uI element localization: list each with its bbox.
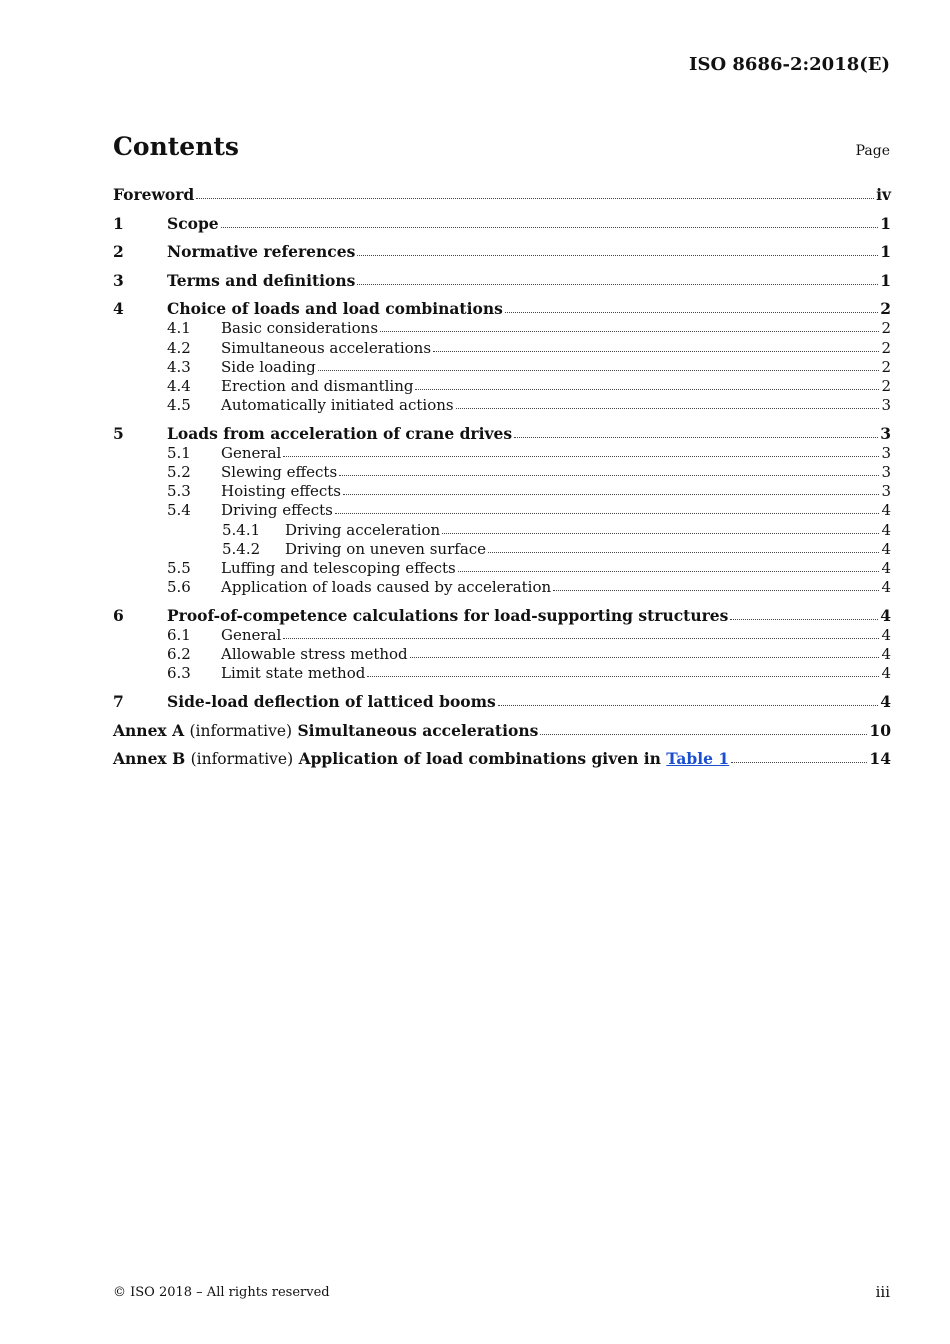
annex-label xyxy=(113,721,538,741)
dot-leader xyxy=(221,226,879,228)
toc-entry-number: 6.3 xyxy=(167,664,191,683)
footer-page-number: iii xyxy=(875,1283,890,1301)
toc-entry-number: 5.2 xyxy=(167,463,191,482)
toc-entry-page: 3 xyxy=(881,463,891,482)
toc-entry-page: 2 xyxy=(881,357,891,376)
toc-entry-label: Slewing effects xyxy=(221,463,338,482)
toc-entry-page: 2 xyxy=(881,338,891,357)
toc-entry-label: Proof-of-competence calculations for load-supporting structures xyxy=(167,606,729,625)
dot-leader xyxy=(415,388,879,390)
toc-entry[interactable] xyxy=(113,271,891,291)
dot-leader xyxy=(380,330,879,332)
toc-entry-page: 4 xyxy=(881,578,891,597)
toc-entry-number: 4 xyxy=(113,299,124,319)
dot-leader xyxy=(730,618,878,620)
annex-label xyxy=(113,749,729,769)
toc-entry[interactable] xyxy=(113,482,891,501)
toc-entry-label: Erection and dismantling xyxy=(221,376,414,395)
toc-entry-page: 4 xyxy=(880,692,891,712)
toc-entry-page: 3 xyxy=(881,443,891,462)
toc-annex-entry[interactable] xyxy=(113,721,891,741)
toc-entry-page: 4 xyxy=(881,559,891,578)
toc-entry-page: 4 xyxy=(881,539,891,558)
annex-kind: (informative) xyxy=(190,750,294,769)
toc-entry[interactable] xyxy=(113,319,891,338)
toc-entry-label: Driving on uneven surface xyxy=(285,539,487,558)
dot-leader xyxy=(283,455,879,457)
toc-entry-number: 1 xyxy=(113,213,124,233)
copyright-footer: © ISO 2018 – All rights reserved xyxy=(113,1285,330,1300)
toc-entry-number: 4.4 xyxy=(167,376,191,395)
toc-entry-number: 5.1 xyxy=(167,443,191,462)
toc-entry-page: 4 xyxy=(881,501,891,520)
toc-entry-number: 4.5 xyxy=(167,396,191,415)
dot-leader xyxy=(553,589,879,591)
dot-leader xyxy=(367,675,879,677)
toc-entry-label: Side-load deflection of latticed booms xyxy=(167,692,496,712)
toc-entry[interactable] xyxy=(113,559,891,578)
dot-leader xyxy=(514,436,878,438)
dot-leader xyxy=(433,350,879,352)
toc-entry-label: Scope xyxy=(167,213,219,233)
toc-entry-page: 2 xyxy=(880,299,891,319)
toc-entry[interactable] xyxy=(113,358,891,377)
toc-entry-number: 4.3 xyxy=(167,357,191,376)
toc-entry[interactable] xyxy=(113,606,891,626)
toc-entry-page: 2 xyxy=(881,319,891,338)
toc-entry[interactable] xyxy=(113,692,891,712)
toc-entry-label: Automatically initiated actions xyxy=(221,396,454,415)
toc-entry[interactable] xyxy=(113,664,891,683)
toc-entry-page: 1 xyxy=(880,270,891,290)
table-of-contents xyxy=(113,185,891,769)
toc-entry-label: Limit state method xyxy=(221,664,366,683)
toc-entry[interactable] xyxy=(113,424,891,444)
toc-entry-number: 5.4 xyxy=(167,501,191,520)
toc-entry-label: Simultaneous accelerations xyxy=(221,338,432,357)
toc-entry[interactable] xyxy=(113,377,891,396)
dot-leader xyxy=(456,407,880,409)
toc-entry-page: 4 xyxy=(880,606,891,625)
dot-leader xyxy=(196,197,874,199)
dot-leader xyxy=(357,283,878,285)
toc-entry-number: 5.5 xyxy=(167,559,191,578)
toc-entry-number: 5.4.1 xyxy=(222,520,261,539)
toc-entry-label: Terms and definitions xyxy=(167,270,356,290)
toc-entry-number: 6 xyxy=(113,606,124,625)
dot-leader xyxy=(357,254,878,256)
toc-entry-number: 5.4.2 xyxy=(222,539,261,558)
toc-entry-page: 4 xyxy=(881,664,891,683)
toc-entry[interactable] xyxy=(113,396,891,415)
toc-entry-label: Application of loads caused by acceleration xyxy=(221,578,552,597)
toc-entry-number: 4.1 xyxy=(167,319,191,338)
toc-entry-label: Allowable stress method xyxy=(221,645,408,664)
toc-entry-number: 5.3 xyxy=(167,482,191,501)
toc-entry[interactable] xyxy=(113,339,891,358)
toc-entry-page: 1 xyxy=(880,242,891,262)
dot-leader xyxy=(343,493,879,495)
toc-entry-number: 5.6 xyxy=(167,578,191,597)
toc-entry-page: 3 xyxy=(881,482,891,501)
toc-entry-label: Driving effects xyxy=(221,501,333,520)
toc-entry-page: iv xyxy=(876,185,891,204)
toc-entry[interactable] xyxy=(113,521,891,540)
toc-entry[interactable] xyxy=(113,444,891,463)
toc-entry[interactable] xyxy=(113,626,891,645)
toc-entry-page: 4 xyxy=(881,645,891,664)
toc-entry[interactable] xyxy=(113,501,891,520)
annex-page: 14 xyxy=(869,749,891,769)
dot-leader xyxy=(410,656,880,658)
table-link[interactable]: Table 1 xyxy=(666,749,730,769)
toc-entry[interactable] xyxy=(113,578,891,597)
dot-leader xyxy=(731,761,867,763)
toc-entry[interactable] xyxy=(113,299,891,319)
toc-entry-label: Normative references xyxy=(167,242,356,262)
annex-name: Annex A xyxy=(113,720,185,740)
toc-entry-label: Luffing and telescoping effects xyxy=(221,559,456,578)
dot-leader xyxy=(339,474,879,476)
toc-entry-number: 2 xyxy=(113,242,124,262)
toc-entry-label: Hoisting effects xyxy=(221,482,341,501)
toc-entry-page: 4 xyxy=(881,520,891,539)
toc-entry-number: 7 xyxy=(113,692,124,712)
page-column-header: Page xyxy=(855,143,890,159)
toc-entry-label: Driving acceleration xyxy=(285,520,441,539)
dot-leader xyxy=(498,704,878,706)
page-title: Contents xyxy=(113,132,240,161)
toc-entry-page: 4 xyxy=(881,626,891,644)
document-id: ISO 8686-2:2018(E) xyxy=(689,54,890,75)
toc-entry-label: General xyxy=(221,443,282,462)
dot-leader xyxy=(540,733,867,735)
toc-entry-page: 3 xyxy=(881,396,891,415)
toc-entry-page: 2 xyxy=(881,376,891,395)
toc-entry-label: Choice of loads and load combinations xyxy=(167,299,503,319)
toc-entry[interactable] xyxy=(113,185,891,205)
toc-entry[interactable] xyxy=(113,242,891,262)
toc-entry-number: 3 xyxy=(113,270,124,290)
dot-leader xyxy=(335,512,880,514)
toc-entry-label: Basic considerations xyxy=(221,319,379,338)
toc-entry-label: General xyxy=(221,626,282,644)
dot-leader xyxy=(318,369,880,371)
toc-entry-number: 4.2 xyxy=(167,338,191,357)
dot-leader xyxy=(442,532,879,534)
toc-entry[interactable] xyxy=(113,214,891,234)
toc-entry-label: Foreword xyxy=(113,185,195,204)
toc-entry-label: Loads from acceleration of crane drives xyxy=(167,423,513,443)
annex-kind: (informative) xyxy=(189,721,293,740)
toc-entry-page: 1 xyxy=(880,213,891,233)
annex-title: Application of load combinations given in xyxy=(298,749,661,769)
toc-entry[interactable] xyxy=(113,645,891,664)
toc-entry-number: 6.2 xyxy=(167,645,191,664)
dot-leader xyxy=(505,311,878,313)
toc-entry-number: 6.1 xyxy=(167,626,191,644)
dot-leader xyxy=(458,570,880,572)
annex-name: Annex B xyxy=(113,749,186,769)
annex-title: Simultaneous accelerations xyxy=(297,720,539,740)
toc-entry[interactable] xyxy=(113,540,891,559)
toc-entry[interactable] xyxy=(113,463,891,482)
toc-annex-entry[interactable] xyxy=(113,749,891,769)
toc-entry-label: Side loading xyxy=(221,357,316,376)
toc-entry-number: 5 xyxy=(113,423,124,443)
dot-leader xyxy=(283,637,879,639)
annex-page: 10 xyxy=(869,720,891,740)
toc-entry-page: 3 xyxy=(880,423,891,443)
dot-leader xyxy=(488,551,879,553)
